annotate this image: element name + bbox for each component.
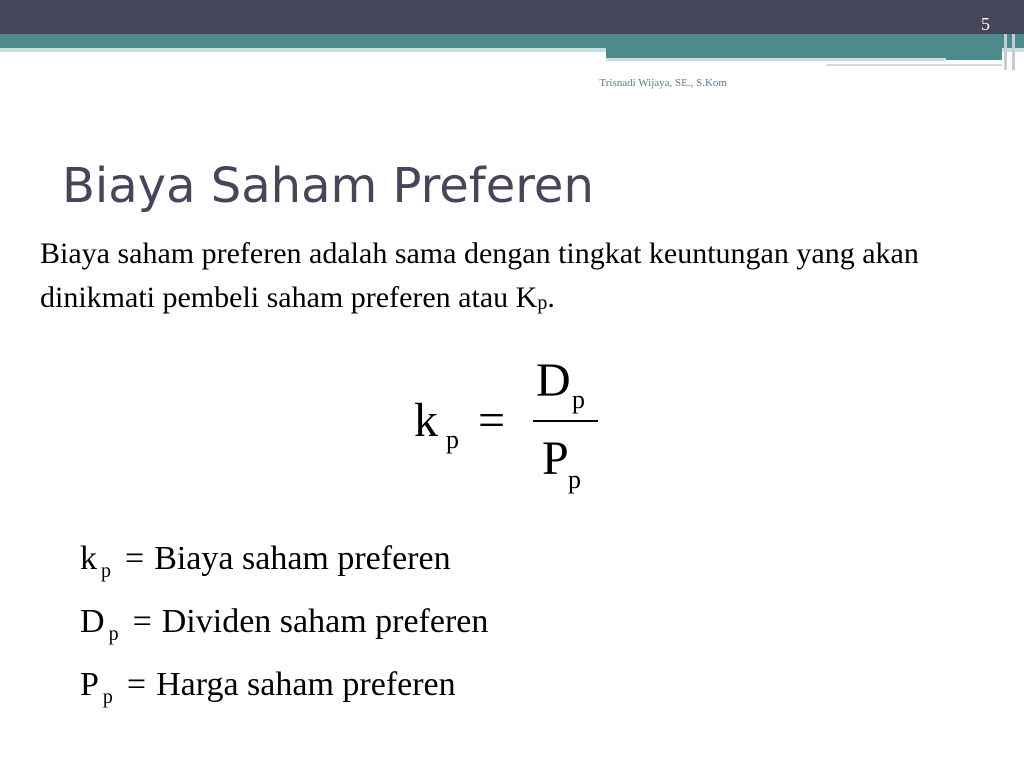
body-end: .	[547, 281, 555, 314]
body-paragraph	[40, 232, 1000, 325]
decorative-tab	[606, 34, 1002, 60]
formula-lhs-sub: p	[446, 425, 459, 454]
formula-lhs: k	[414, 394, 438, 447]
definition-text: Dividen saham preferen	[161, 603, 489, 640]
definition-equals: =	[125, 540, 145, 577]
formula	[400, 350, 630, 500]
definition-equals: =	[132, 603, 152, 640]
formula-numerator-sub: p	[572, 385, 585, 414]
decorative-edge	[1004, 34, 1007, 70]
definition-text: Harga saham preferen	[156, 666, 456, 703]
definition-symbol: P	[80, 666, 99, 703]
body-subscript: p	[537, 292, 548, 314]
definition-symbol: D	[80, 603, 105, 640]
formula-equals: =	[478, 394, 506, 447]
definition-row	[80, 540, 451, 582]
definition-equals: =	[126, 666, 147, 703]
decorative-edge-2	[1012, 34, 1015, 70]
definition-row	[80, 603, 489, 645]
formula-denominator: P	[542, 432, 569, 485]
top-bar	[0, 0, 1024, 34]
formula-denominator-sub: p	[568, 465, 581, 494]
body-text: Biaya saham preferen adalah sama dengan tingkat keuntungan yang akan dinikmati pembeli saham preferen atau K	[40, 237, 919, 314]
definition-subscript: p	[102, 686, 113, 708]
definition-subscript: p	[101, 560, 111, 582]
definition-symbol: k	[80, 540, 97, 577]
decorative-line-2	[826, 64, 1002, 66]
slide-title: Biaya Saham Preferen	[62, 158, 594, 214]
author-credit: Trisnadi Wijaya, SE., S.Kom	[599, 77, 727, 89]
slide-number: 5	[981, 14, 990, 34]
definition-text: Biaya saham preferen	[154, 540, 451, 577]
definition-subscript: p	[108, 623, 119, 645]
formula-numerator: D	[536, 354, 571, 407]
definition-row	[80, 666, 456, 708]
decorative-line	[606, 58, 946, 61]
